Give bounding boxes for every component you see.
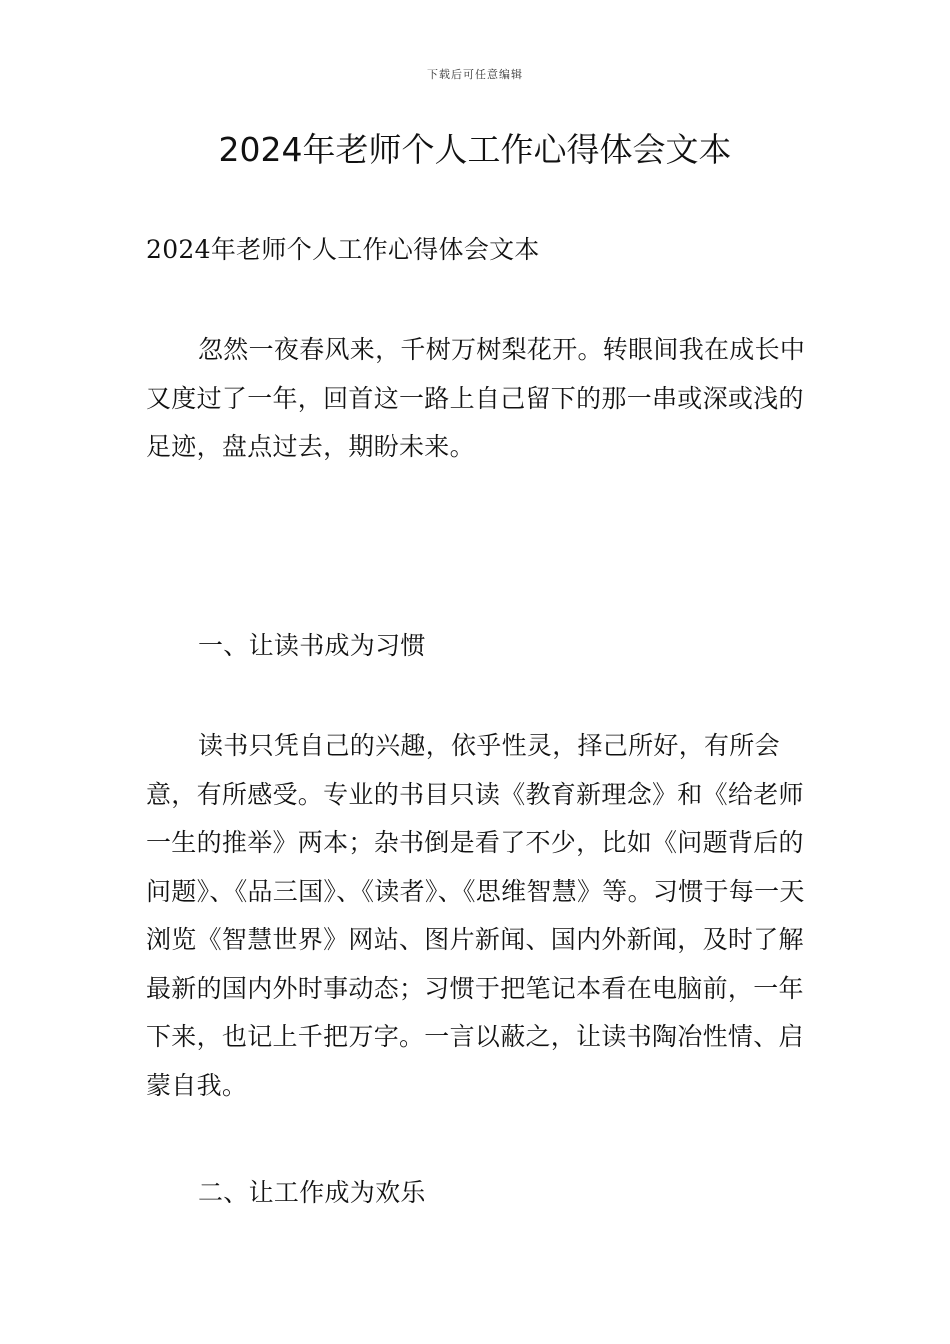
paragraph-reading: 读书只凭自己的兴趣，依乎性灵，择己所好，有所会意，有所感受。专业的书目只读《教育新理念》和《给老师一生的推举》两本；杂书倒是看了不少，比如《问题背后的问题》、《品三国》、《读者》、《思维智慧》等。习惯于每一天浏览《智慧世界》网站、图片新闻、国内外新闻，及时了解最新的国内外时事动态；习惯于把笔记本看在电脑前，一年下来，也记上千把万字。一言以蔽之，让读书陶冶性情、启蒙自我。	[146, 731, 805, 1100]
document-subtitle: 2024年老师个人工作心得体会文本	[146, 235, 540, 264]
document-title: 2024年老师个人工作心得体会文本	[218, 130, 732, 169]
section-heading-work: 二、让工作成为欢乐	[198, 1178, 426, 1207]
section-heading-reading: 一、让读书成为习惯	[198, 631, 426, 660]
page-header-note: 下载后可任意编辑	[427, 68, 523, 81]
paragraph-intro: 忽然一夜春风来，千树万树梨花开。转眼间我在成长中又度过了一年，回首这一路上自己留下的那一串或深或浅的足迹，盘点过去，期盼未来。	[146, 335, 806, 461]
